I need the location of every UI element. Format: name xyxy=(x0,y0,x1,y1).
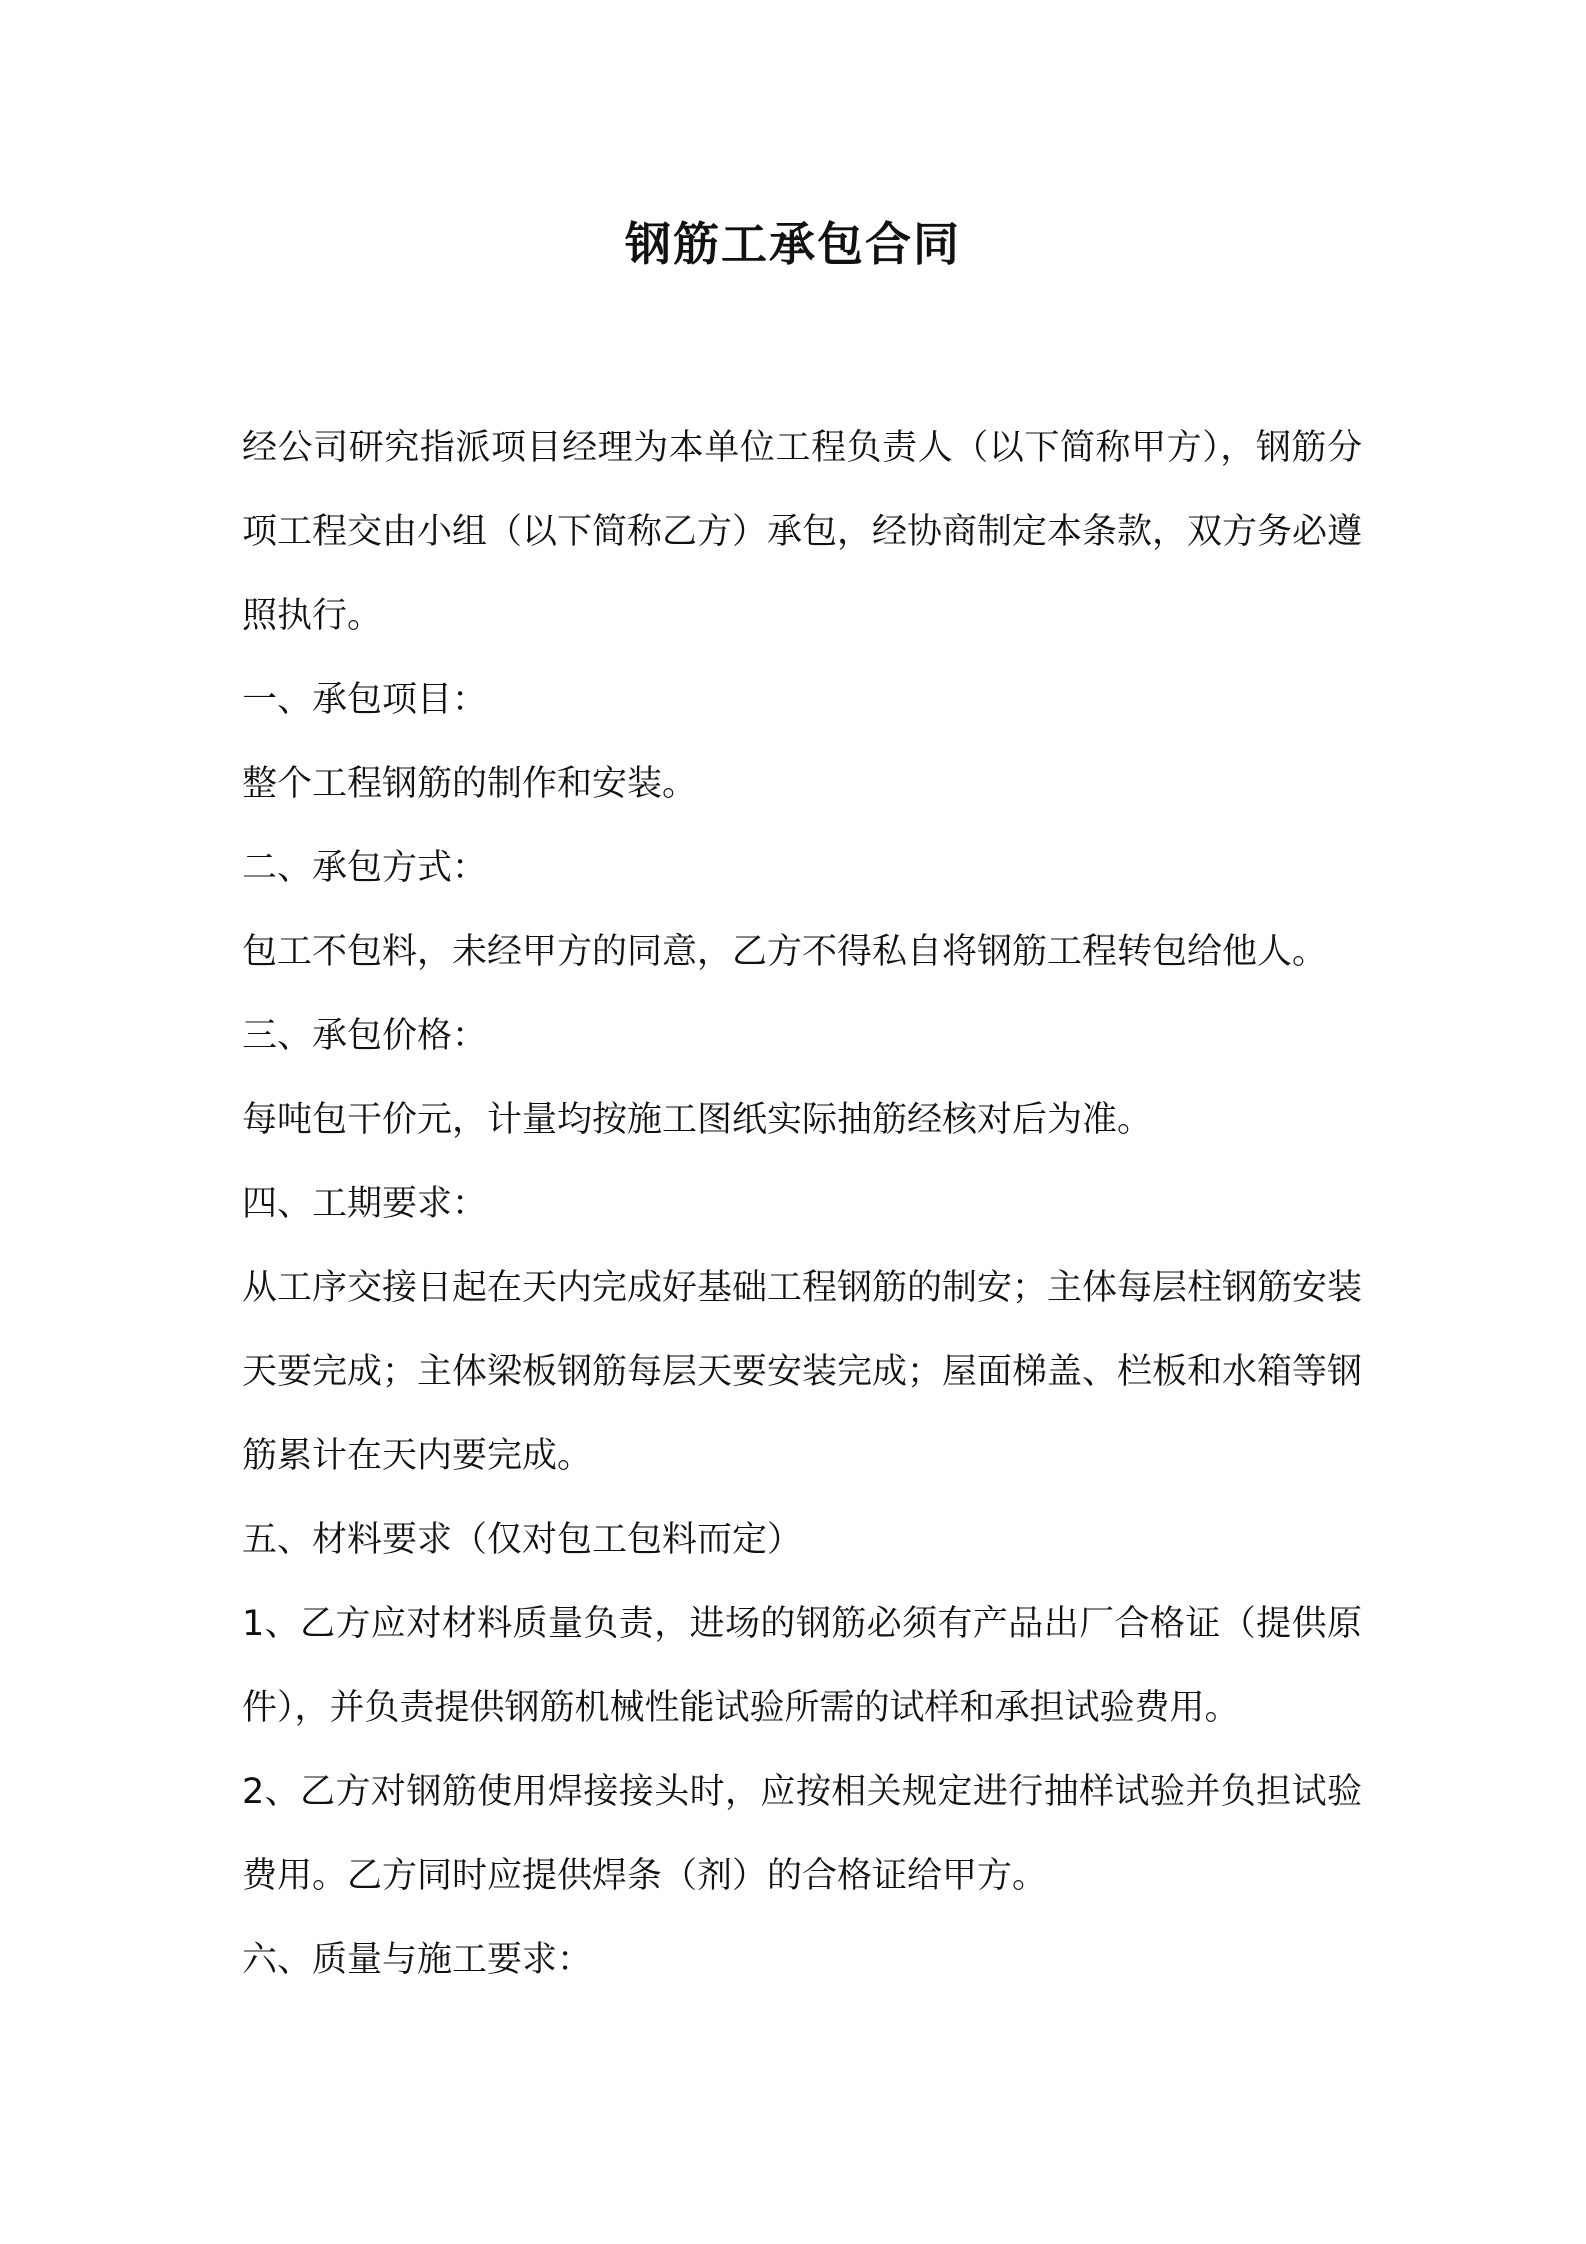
section-heading-3: 三、承包价格： xyxy=(242,1016,488,1056)
section-heading-5: 五、材料要求（仅对包工包料而定） xyxy=(242,1520,803,1560)
section-item-5-1: 1、乙方应对材料质量负责，进场的钢筋必须有产品出厂合格证（提供原件），并负责提供钢筋机械性能试验所需的试样和承担试验费用。 xyxy=(242,1604,1362,1728)
section-heading-4: 四、工期要求： xyxy=(242,1184,488,1224)
section-heading-1: 一、承包项目： xyxy=(242,680,488,720)
section-item-5-2: 2、乙方对钢筋使用焊接接头时，应按相关规定进行抽样试验并负担试验费用。乙方同时应提供焊条（剂）的合格证给甲方。 xyxy=(242,1772,1362,1896)
document-body xyxy=(242,406,1362,2002)
section-text-1: 整个工程钢筋的制作和安装。 xyxy=(242,764,698,804)
document-title: 钢筋工承包合同 xyxy=(625,217,961,271)
section-text-3: 每吨包干价元，计量均按施工图纸实际抽筋经核对后为准。 xyxy=(242,1100,1153,1140)
section-heading-6: 六、质量与施工要求： xyxy=(242,1940,593,1980)
section-text-4: 从工序交接日起在天内完成好基础工程钢筋的制安；主体每层柱钢筋安装天要完成；主体梁板钢筋每层天要安装完成；屋面梯盖、栏板和水箱等钢筋累计在天内要完成。 xyxy=(242,1268,1363,1476)
section-text-2: 包工不包料，未经甲方的同意，乙方不得私自将钢筋工程转包给他人。 xyxy=(242,932,1328,972)
intro-paragraph: 经公司研究指派项目经理为本单位工程负责人（以下简称甲方），钢筋分项工程交由小组（以下简称乙方）承包，经协商制定本条款，双方务必遵照执行。 xyxy=(242,428,1363,636)
section-heading-2: 二、承包方式： xyxy=(242,848,488,888)
